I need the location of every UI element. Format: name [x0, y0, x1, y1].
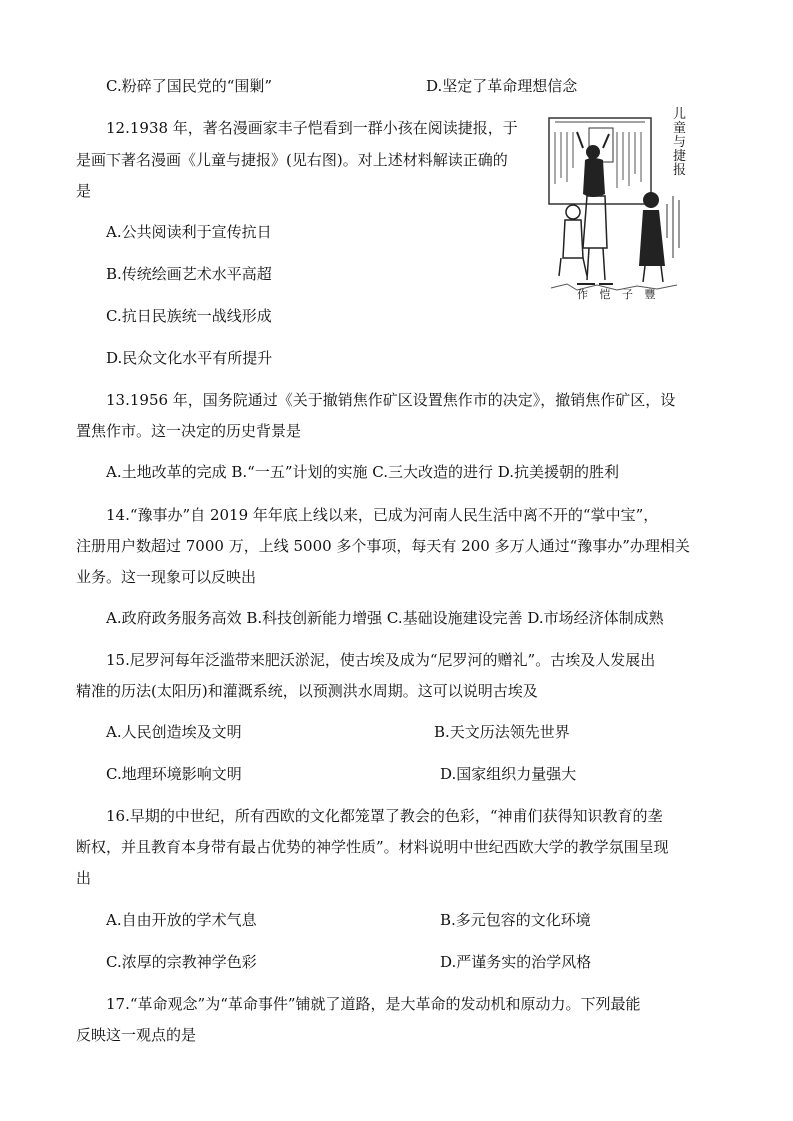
- q12-option-c: C.抗日民族统一战线形成: [106, 307, 272, 325]
- q13-stem-line2: 置焦作市。这一决定的历史背景是: [76, 422, 302, 440]
- q12-option-d: D.民众文化水平有所提升: [106, 349, 273, 367]
- q16-option-c: C.浓厚的宗教神学色彩: [106, 953, 257, 971]
- cartoon-children-and-victory-news: [547, 108, 689, 304]
- q16-option-d: D.严谨务实的治学风格: [440, 953, 592, 971]
- q15-option-b: B.天文历法领先世界: [434, 723, 570, 741]
- q12-stem-line1: 12.1938 年，著名漫画家丰子恺看到一群小孩在阅读捷报，于: [106, 119, 518, 137]
- q15-option-a: A.人民创造埃及文明: [106, 723, 242, 741]
- q16-option-b: B.多元包容的文化环境: [440, 911, 591, 929]
- q12-stem-line2: 是画下著名漫画《儿童与捷报》(见右图)。对上述材料解读正确的: [76, 151, 508, 169]
- q12-option-b: B.传统绘画艺术水平高超: [106, 265, 272, 283]
- q16-stem-line2: 断权，并且教育本身带有最占优势的神学性质”。材料说明中世纪西欧大学的教学氛围呈现: [76, 838, 669, 856]
- q14-options: A.政府政务服务高效 B.科技创新能力增强 C.基础设施建设完善 D.市场经济体制成熟: [106, 609, 664, 627]
- cartoon-illustration: [547, 108, 689, 304]
- cartoon-vertical-title: 儿童与捷报: [673, 107, 687, 178]
- q17-stem-line2: 反映这一观点的是: [76, 1026, 197, 1044]
- cartoon-caption: 作 恺 子 豐: [577, 288, 660, 301]
- q16-option-a: A.自由开放的学术气息: [106, 911, 257, 929]
- q14-stem-line3: 业务。这一现象可以反映出: [76, 568, 257, 586]
- q13-options: A.土地改革的完成 B.“一五”计划的实施 C.三大改造的进行 D.抗美援朝的胜利: [106, 463, 620, 481]
- q15-option-d: D.国家组织力量强大: [440, 765, 577, 783]
- q11-option-c: C.粉碎了国民党的“围剿”: [106, 77, 273, 95]
- q12-option-a: A.公共阅读利于宣传抗日: [106, 223, 272, 241]
- q17-stem-line1: 17.“革命观念”为“革命事件”铺就了道路，是大革命的发动机和原动力。下列最能: [106, 995, 641, 1013]
- q15-stem-line2: 精准的历法(太阳历)和灌溉系统，以预测洪水周期。这可以说明古埃及: [76, 682, 538, 700]
- q16-stem-line1: 16.早期的中世纪，所有西欧的文化都笼罩了教会的色彩，“神甫们获得知识教育的垄: [106, 807, 663, 825]
- q15-stem-line1: 15.尼罗河每年泛滥带来肥沃淤泥，使古埃及成为“尼罗河的赠礼”。古埃及人发展出: [106, 651, 656, 669]
- q14-stem-line2: 注册用户数超过 7000 万，上线 5000 多个事项，每天有 200 多万人通过“豫事办”办理相关: [76, 537, 690, 555]
- q11-option-d: D.坚定了革命理想信念: [426, 77, 578, 95]
- q14-stem-line1: 14.“豫事办”自 2019 年年底上线以来，已成为河南人民生活中离不开的“掌中宝”，: [106, 506, 659, 524]
- q13-stem-line1: 13.1956 年，国务院通过《关于撤销焦作矿区设置焦作市的决定》，撤销焦作矿区，设: [106, 391, 676, 409]
- q16-stem-line3: 出: [76, 869, 92, 887]
- q15-option-c: C.地理环境影响文明: [106, 765, 242, 783]
- q12-stem-line3: 是: [76, 182, 92, 200]
